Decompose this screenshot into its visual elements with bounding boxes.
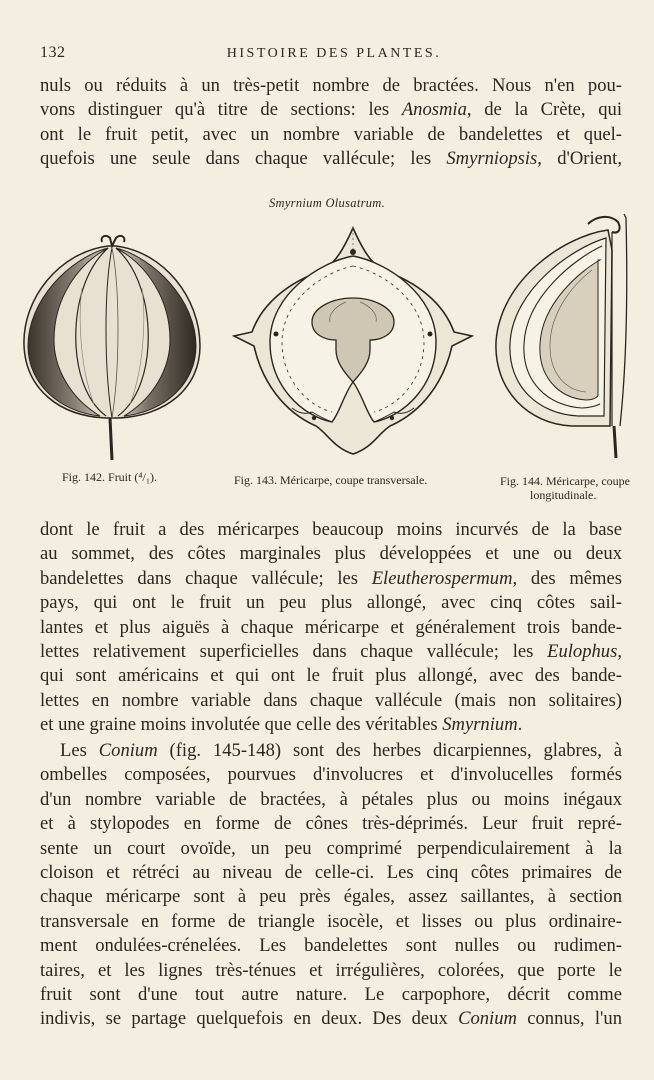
paragraph-3 [40,739,622,1032]
running-title: HISTOIRE DES PLANTES. [226,46,442,61]
page-number: 132 [40,44,66,61]
text-line: ment ondulées-crénelées. Les bandelettes sont nulles ou rudimen- [40,935,622,957]
taxon-name: Smyrniopsis [446,148,538,170]
text-line: ombelles composées, pourvues d'involucres et d'involucelles formés [40,764,622,786]
fig144-longitudinal-section-illustration [492,210,634,460]
text-line: qui sont américains et qui ont le fruit plus allongé, avec des bande- [40,665,622,687]
taxon-name: Smyrnium [442,714,518,736]
text-line: et à stylopodes en forme de cônes très-déprimés. Leur fruit repré- [40,813,622,835]
text-line: quefois une seule dans chaque vallécule; les Smyrniopsis, d'Orient, [40,148,622,170]
taxon-name: Anosmia [401,99,467,121]
text-line: indivis, se partage quelquefois en deux. Des deux Conium connus, l'un [40,1008,622,1030]
fig143-transverse-section-illustration [232,222,474,458]
text-line: lettes relativement superficielles dans chaque vallécule; les Eulophus, [40,641,622,663]
text-line: fruit sont d'une tout autre nature. Le carpophore, décrit comme [40,984,622,1006]
text-line: lettes en nombre variable dans chaque vallécule (mais non solitaires) [40,689,622,711]
paragraph-1 [40,74,622,172]
text-line: taires, et les lignes très-ténues et irrégulières, colorées, que porte le [40,959,622,981]
page-header [40,44,628,66]
text-line: Les Conium (fig. 145-148) sont des herbes dicarpiennes, glabres, à [60,740,622,761]
text-line: bandelettes dans chaque vallécule; les Eleutherospermum, des mêmes [40,567,622,589]
taxon-name: Eulophus [547,641,618,663]
text-line: transversale en forme de triangle isocèle, et lisses ou plus ordinaire- [40,910,622,932]
text-line: nuls ou réduits à un très-petit nombre de bractées. Nous n'en pou- [40,75,622,96]
species-caption: Smyrnium Olusatrum. [268,196,386,210]
text-line: au sommet, des côtes marginales plus développées et une ou deux [40,543,622,565]
text-line: dont le fruit a des méricarpes beaucoup moins incurvés de la base [40,519,622,540]
text-line: et une graine moins involutée que celle des véritables Smyrnium. [40,714,523,736]
paragraph-2 [40,518,622,738]
text-line: sente un court ovoïde, un peu comprimé perpendiculairement à la [40,837,622,859]
text-line: ont le fruit petit, avec un nombre variable de bandelettes et quel- [40,123,622,145]
fig143-caption: Fig. 143. Méricarpe, coupe transversale. [234,473,428,487]
text-line: lantes et plus aiguës à chaque méricarpe et généralement trois bande- [40,616,622,638]
fig142-caption: Fig. 142. Fruit (⁴/₁). [62,470,158,484]
fig144-caption: Fig. 144. Méricarpe, coupe longitudinale. [500,474,630,502]
fig142-fruit-illustration [20,228,204,460]
text-line: chaque méricarpe sont à peu près égales, assez saillantes, à section [40,886,622,908]
taxon-name: Conium [458,1008,517,1030]
text-line: vons distinguer qu'à titre de sections: les Anosmia, de la Crète, qui [40,99,622,121]
text-line: cloison et rétréci au niveau de celle-ci. Les cinq côtes primaires de [40,862,622,884]
taxon-name: Eleutherospermum [371,567,513,589]
text-line: pays, qui ont le fruit un peu plus allongé, avec cinq côtes sail- [40,592,622,614]
taxon-name: Conium [98,740,158,761]
text-line: d'un nombre variable de bractées, à pétales plus ou moins inégaux [40,788,622,810]
